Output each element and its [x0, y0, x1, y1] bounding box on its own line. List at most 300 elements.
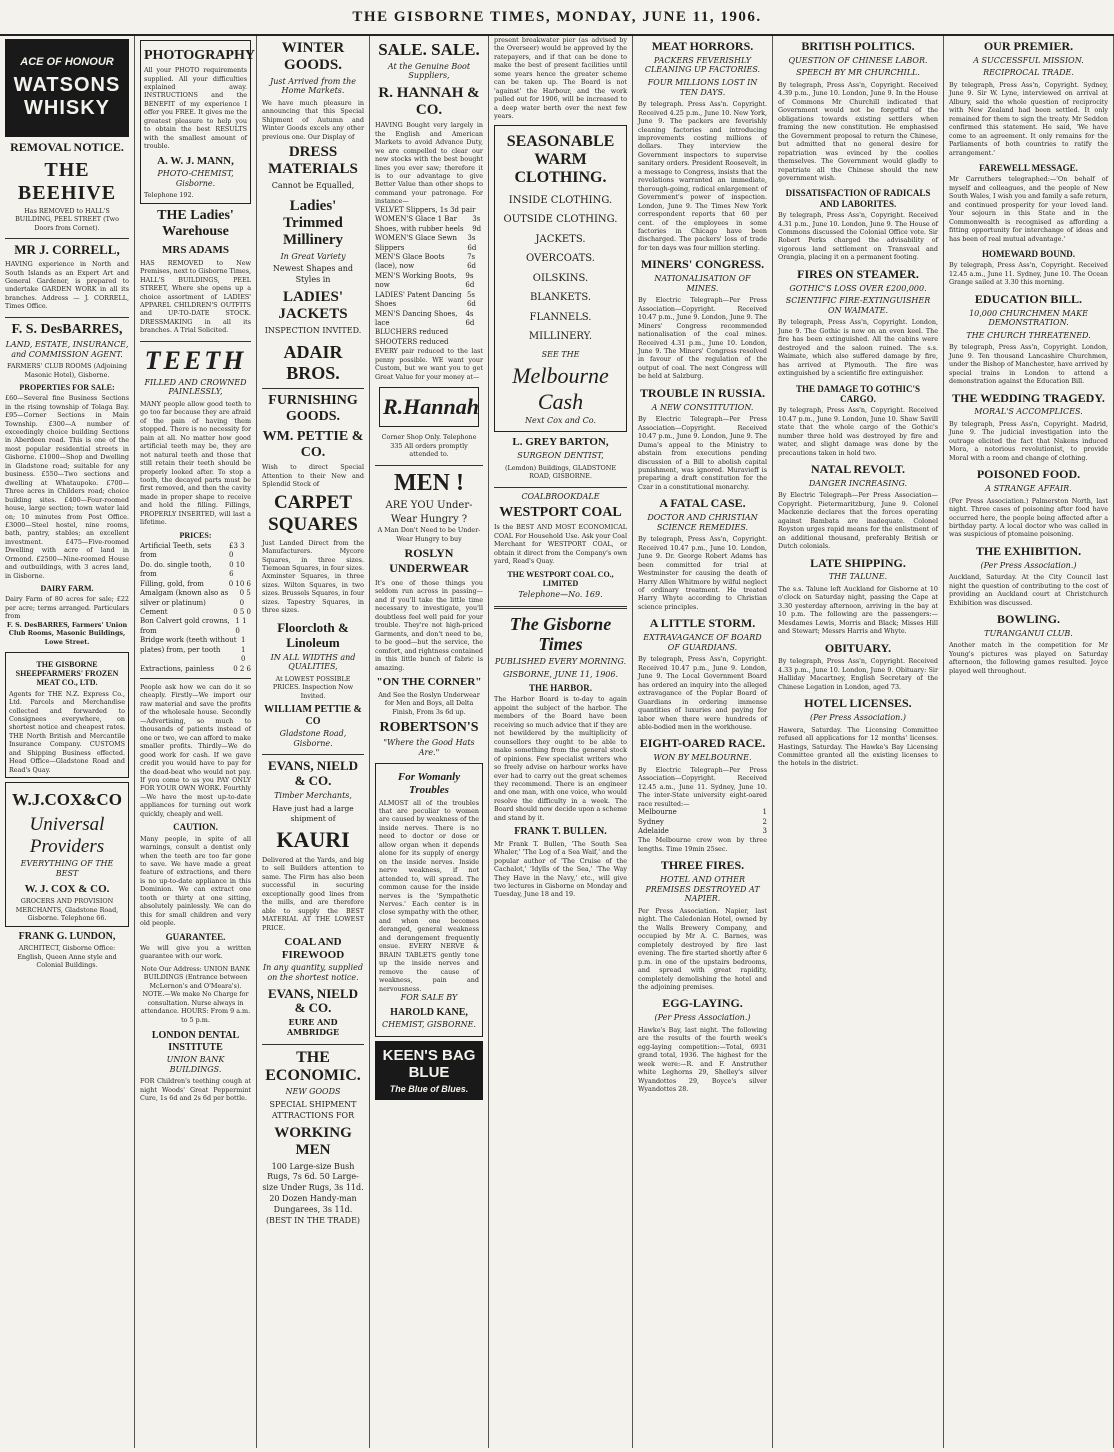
- boot-price-row: [375, 338, 483, 347]
- millinery-text: Newest Shapes and Styles in: [272, 264, 354, 284]
- womanly-heading: For Womanly Troubles: [397, 771, 461, 796]
- dental-price-row: [140, 617, 251, 636]
- boot-price-row-label: MEN'S Glace Boots (lace), now: [375, 252, 445, 271]
- poison-sub: A STRANGE AFFAIR.: [985, 484, 1072, 494]
- storm-text: By telegraph, Press Ass'n, Copyright. Received 10.47 p.m., June 9. London, June 9. The Local Government Board has ordered an inquiry into the alleged extravagance of the Poplar Board of Guardians in ordering immense quantities of luxuries and paying for labor when there were hundreds of able-bodied men in the workhouse.: [638, 655, 767, 731]
- race-heading: EIGHT-OARED RACE.: [639, 736, 766, 751]
- boot-price-row-label: MEN'S Dancing Shoes, lace: [375, 309, 458, 328]
- dental-price-row-value: £3 3 0: [229, 541, 245, 560]
- winter-goods-sub: Just Arrived from the Home Markets.: [270, 76, 356, 96]
- obituary-article: [778, 642, 938, 692]
- homeward-text: By telegraph, Press Ass'n, Copyright. Received 12.45 a.m., June 11. Sydney, June 10. The Ocean Grange sailed at 3.30 this morning.: [949, 261, 1108, 287]
- bowling-text: Another match in the competition for Mr Young's pictures was played on Saturday afternoon, the following games resulted. Joyce played well throughout.: [949, 641, 1108, 675]
- harbour-continuation-text: present breakwater pier (as advised by the Overseer) would be approved by the ratepayers, and if that can be done to make the best of present facilities until some years hence the greater scheme can be taken up. The Board is not 'against' the Harbour, and the work pulled out for 1906, will be increased to a deep water berth over the next few years.: [494, 36, 627, 121]
- corner-text: And See the Roslyn Underwear for Men and Boys, all Delta Finish, From 3s 6d up.: [378, 690, 480, 716]
- winter-goods-text: We have much pleasure in announcing that this Special Shipment of Autumn and Winter Goods excels any other previous one. Our Display of: [262, 98, 364, 141]
- dress-materials: DRESS MATERIALS: [268, 143, 358, 177]
- millinery-heading: Ladies' Trimmed Millinery: [283, 197, 343, 249]
- desbarres-list: £60—Several fine Business Sections in the rising township of Tolaga Bay. £95—Corner Sections in Main Township. £300—A number of exceedingly choice building Sections in Aberdeen road. This is one of the most popular residential streets in Gisborne. £1000—Shop and Dwelling in Gladstone road; suitable for any business. £550—Two sections and dwelling at Whataupoko. £700—Three acres in Childers road; choice building sites. £400—Four-roomed house, large section; town water laid on; 10 minutes from Post Office. £3000—Steel hostel, nine rooms, bath, pantry, stables; an excellent investment. £475—Five-roomed Dwelling with acre of land in Ormond. £2500—Nine-roomed House and outbuildings, with 3 acres land, in Gisborne.: [5, 394, 129, 580]
- furnishing-text: Wish to direct Special Attention to their New and Splendid Stock of: [262, 463, 364, 489]
- steamer-sub2: SCIENTIFIC FIRE-EXTINGUISHER ON WAIMATE.: [785, 296, 931, 315]
- fires-heading: THREE FIRES.: [660, 858, 745, 873]
- removal-notice: [5, 141, 129, 232]
- dental-price-row-label: Extractions, painless: [140, 664, 215, 673]
- farewell-heading: FAREWELL MESSAGE.: [979, 163, 1078, 174]
- hannah-name: R. HANNAH & CO.: [378, 84, 480, 118]
- cox-name: W. J. COX & CO.: [24, 882, 110, 895]
- storm-heading: A LITTLE STORM.: [649, 616, 756, 631]
- dental-price-row-value: 0 5 0: [233, 607, 251, 616]
- column-3: [257, 36, 370, 1448]
- hotel-sub: (Per Press Association.): [810, 713, 906, 723]
- shipping-article: [778, 557, 938, 636]
- keens-sub: The Blue of Blues.: [389, 1083, 469, 1094]
- seasonable-list: [498, 194, 623, 344]
- race-result-row-label: Sydney: [638, 817, 664, 826]
- correll-text: HAVING experience in North and South Islands as an Expert Art and General Gardener, is prepared to undertake GARDEN WORK in all its branches. Address — J. CORRELL, Times Office.: [5, 260, 129, 311]
- boot-price-row-label: WOMEN'S Glace Sewn Slippers: [375, 234, 458, 252]
- millinery-sub: In Great Variety: [280, 251, 346, 261]
- evans-text: Have just had a large shipment of: [272, 803, 354, 823]
- race-result-row: [638, 818, 767, 827]
- education-article: [949, 293, 1108, 386]
- natal-text: By Electric Telegraph—Per Press Association—Copyright. Pietermaritzburg, June 9. Colonel Mackenzie declares that the forces operating against Bambata are inadequate. Colonel Royston urges rapid means for the enlistment of an additional thousand, preferably British or Dutch colonials.: [778, 491, 938, 551]
- education-sub2: THE CHURCH THREATENED.: [966, 330, 1091, 340]
- bowling-heading: BOWLING.: [996, 612, 1060, 627]
- obituary-heading: OBITUARY.: [824, 640, 892, 655]
- economic-sub: NEW GOODS: [285, 1087, 341, 1097]
- lundon-ad: [5, 931, 129, 970]
- russia-sub: A NEW CONSTITUTION.: [651, 402, 754, 412]
- meat-heading: MEAT HORRORS.: [651, 39, 754, 53]
- steamer-article: [778, 268, 938, 378]
- disaff-heading: DISSATISFACTION OF RADICALS AND LABORITES.: [785, 188, 931, 209]
- boot-price-row: [375, 215, 483, 234]
- teeth-heading: TEETH: [144, 345, 247, 375]
- coal-firewood-sub: In any quantity, supplied on the shortest notice.: [262, 963, 364, 982]
- column-2: [135, 36, 257, 1448]
- desbarres-sign: F. S. DesBARRES, Farmers' Union Club Rooms, Masonic Buildings, Lowe Street.: [6, 620, 128, 646]
- column-5: [489, 36, 633, 1448]
- people-ask-text: People ask how we can do it so cheaply. Firstly—We import our raw material and save the profits of the wholesale house. Secondly—Advertising, so much to thousands of patients instead of one or two, we can afford to make smaller profits. Thirdly—We do good work for cash. If we gave credit you would have to pay for the dead-beat who would not pay. If you come to us you PAY ONLY FOR YOUR OWN WORK. Fourthly—We have the most up-to-date appliances for turning out work quickly, cheaply and well.: [140, 683, 251, 818]
- desbarres-rooms: FARMERS' CLUB ROOMS (Adjoining Masonic Hotel), Gisborne.: [6, 362, 128, 379]
- photography-ad: [140, 40, 255, 204]
- millinery-ad: [262, 198, 364, 337]
- seasonable-see: SEE THE: [541, 349, 580, 359]
- dental-price-row-value: 1 1 0: [240, 636, 246, 664]
- desbarres-list-title: PROPERTIES FOR SALE:: [19, 383, 115, 392]
- economic-ad: [262, 1049, 364, 1227]
- fatal-text: By telegraph, Press Ass'n, Copyright. Received 10.47 p.m., June 10. London, June 9. Dr. George Robert Adams has been committed for trial at Westminster for causing the death of Harry Allen Whitmore by wilful neglect of ordinary treatment. He treated Harry Whyte according to Christian science principles.: [638, 535, 767, 611]
- desbarres-ad: [5, 322, 129, 646]
- economic-heading: THE ECONOMIC.: [265, 1048, 361, 1084]
- cox-title: Universal Providers: [29, 813, 105, 857]
- education-text: By telegraph, Press Ass'n, Copyright. London, June 9. Ten thousand Lancashire Churchmen, under the Bishop of Manchester, have arrived by special trains in London to attend a demonstration against the Education Bill.: [949, 343, 1108, 386]
- boot-price-row: [375, 206, 483, 215]
- sheepfarmers-ad: [5, 652, 129, 778]
- removal-heading: REMOVAL NOTICE.: [10, 140, 124, 154]
- masthead-title: THE GISBORNE TIMES, MONDAY, JUNE 11, 1906.: [352, 8, 762, 25]
- premier-article: [949, 40, 1108, 157]
- boot-price-row-label: BLUCHERS reduced: [375, 328, 449, 337]
- pettie-name: WM. PETTIE & CO.: [262, 429, 364, 461]
- seasonable-item: FLANNELS.: [529, 311, 592, 323]
- column-7: [773, 36, 944, 1448]
- on-the-corner: "ON THE CORNER": [376, 675, 482, 688]
- hannah-sub: Corner Shop Only. Telephone 335 All orders promptly attended to.: [381, 433, 477, 459]
- lci-text: FOR Children's teething cough at night Woods' Great Peppermint Cure, 1s 6d and 2s 6d per bottle.: [140, 1077, 251, 1103]
- mann-name: A. W. J. MANN,: [157, 154, 234, 167]
- miners-text: By Electric Telegraph—Per Press Association—Copyright. Received 10.47 p.m., June 9. London, June 9. The Miners' Congress recommended nationalisation of the coal mines. Received 4.31 p.m., June 10. London, June 9. The Miners' Congress resolved in favour of the regulation of the output of coal. The next Congress will be held at Salzburg.: [638, 296, 767, 381]
- miners-article: [638, 258, 767, 381]
- fires-sub: HOTEL AND OTHER PREMISES DESTROYED AT NAPIER.: [645, 875, 760, 904]
- bowling-sub: TURANGANUI CLUB.: [984, 628, 1073, 638]
- coal-sub: COALBROOKDALE: [521, 491, 600, 501]
- harbor-title: THE HARBOR.: [528, 683, 592, 694]
- lci-heading: LONDON DENTAL INSTITUTE: [151, 1030, 240, 1053]
- photography-heading: PHOTOGRAPHY: [144, 48, 255, 63]
- kauri: KAURI: [276, 827, 350, 852]
- sheepfarmers-heading: THE GISBORNE SHEEPFARMERS' FROZEN MEAT CO., LTD.: [15, 660, 119, 688]
- race-results: [638, 808, 767, 836]
- millinery-after: INSPECTION INVITED.: [264, 325, 362, 335]
- exhibition-text: Auckland, Saturday. At the City Council last night the question of contributing to the cost of providing an Auckland court at Christchurch Exhibition was discussed.: [949, 573, 1108, 607]
- poison-article: [949, 468, 1108, 539]
- fatal-sub: DOCTOR AND CHRISTIAN SCIENCE REMEDIES.: [647, 513, 758, 532]
- dental-price-row: [140, 580, 251, 589]
- men-text: A Man Don't Need to be Under-Wear Hungry to buy: [377, 526, 481, 543]
- cox-sub: EVERYTHING OF THE BEST: [20, 859, 114, 878]
- steamer-text: By telegraph, Press Ass'n, Copyright. London, June 9. The Gothic is now on an even keel. The fire has been extinguished. All the cabins were destroyed and the saloon ruined. The s.s. Waimate, which also suffered damage by fire, has arrived at Plymouth. The fire was extinguished by a scientific fire extinguisher.: [778, 318, 938, 378]
- british-heading: BRITISH POLITICS.: [801, 39, 915, 53]
- robertsons-sub: "Where the Good Hats Are.": [383, 738, 475, 757]
- boot-price-row-label: VELVET Slippers, 1s 3d pair: [375, 205, 476, 214]
- barton-ad: [494, 436, 627, 480]
- boot-price-list: [375, 206, 483, 348]
- disaff-text: By telegraph, Press Ass'n, Copyright. Received 4.31 p.m., June 10. London, June 9. The House of Commons discussed the Colonial Office vote. Sir Robert Perks charged the advisability of vigorous land settlement on Transvaal and Orangia, placing it on a permanent footing.: [778, 211, 938, 262]
- coal-heading: WESTPORT COAL: [499, 505, 622, 521]
- exhibition-heading: THE EXHIBITION.: [975, 543, 1082, 558]
- dental-price-row: [140, 608, 251, 617]
- russia-heading: TROUBLE IN RUSSIA.: [639, 385, 766, 400]
- natal-article: [778, 463, 938, 551]
- boot-price-row: [375, 328, 483, 337]
- dental-price-row-value: 0 10 6: [228, 579, 251, 588]
- poison-heading: POISONED FOOD.: [976, 467, 1081, 482]
- cox-text: GROCERS AND PROVISION MERCHANTS, Gladstone Road, Gisborne. Telephone 66.: [15, 897, 119, 923]
- column-8: [944, 36, 1114, 1448]
- shipping-text: The s.s. Talune left Auckland for Gisborne at 10 o'clock on Saturday night, passing the Cape at 3.30 yesterday afternoon, arriving in the bay at 10 p.m. The following are the passengers:—Mesdames Lewis, Morris and Black; Misses Hill and Stewart; Messrs Harris and Whyte.: [778, 584, 938, 636]
- steamer-heading: FIRES ON STEAMER.: [797, 266, 919, 281]
- roslyn-underwear-ad: [375, 470, 483, 758]
- egg-laying-article: [638, 997, 767, 1093]
- harold-kane: HAROLD KANE,: [390, 1006, 468, 1018]
- race-article: [638, 737, 767, 853]
- miners-sub: NATIONALISATION OF MINES.: [654, 274, 751, 293]
- evans-heading: EVANS, NIELD & CO.: [267, 758, 359, 789]
- floorcloth-ad: [262, 621, 364, 749]
- dental-price-row-label: Bon Calvert gold crowns, from: [140, 617, 230, 635]
- masthead: [0, 0, 1114, 36]
- race-result-row-value: 1: [762, 808, 767, 817]
- premier-sub2: RECIPROCAL TRADE.: [983, 68, 1074, 78]
- gothic-article: [778, 384, 938, 457]
- lundon-text: ARCHITECT, Gisborne Office: English, Queen Anne style and Colonial Buildings.: [17, 944, 117, 969]
- seasonable-item: OVERCOATS.: [526, 253, 595, 265]
- guarantee-text: We will give you a written guarantee with our work.: [140, 943, 251, 961]
- fatal-case-article: [638, 497, 767, 611]
- prices-title: PRICES:: [179, 530, 212, 540]
- poison-text: (Per Press Association.) Palmerston North, last night. Three cases of poisoning after food have occurred here, the people being affected after a birthday party. A local doctor who was called in was suspicious of ptomaine poisoning.: [949, 496, 1108, 539]
- dental-price-row-label: Cement: [140, 607, 168, 616]
- russia-article: [638, 387, 767, 491]
- farewell-article: [949, 163, 1108, 243]
- race-result-row-value: 3: [762, 826, 767, 835]
- fires-text: Per Press Association. Napier, last night. The Caledonian Hotel, owned by the Walls Brewery Company, and occupied by Mr A. C. Barnes, was completely destroyed by fire last evening. The fire started shortly after 6 p.m. in one of the upstairs bedrooms, and spread with great rapidity, completely demolishing the hotel and the adjoining premises.: [638, 906, 767, 991]
- exhibition-sub: (Per Press Association.): [980, 560, 1077, 570]
- mann-sign: PHOTO-CHEMIST, Gisborne.: [157, 169, 234, 188]
- men-heading: MEN !: [394, 469, 464, 496]
- sale-heading: SALE. SALE.: [378, 40, 480, 59]
- miners-heading: MINERS' CONGRESS.: [640, 257, 765, 272]
- wedding-text: By telegraph, Press Ass'n, Copyright. Madrid, June 9. The judicial investigation into the outrage elicited the fact that Nakens induced Mora, a notorious revolutionist, to provide Moral with a room and change of clothing.: [949, 419, 1108, 462]
- natal-sub: DANGER INCREASING.: [808, 478, 908, 488]
- storm-article: [638, 617, 767, 731]
- floorcloth-sub: IN ALL WIDTHS and QUALITIES,: [270, 652, 356, 672]
- dental-price-row: [140, 561, 251, 580]
- steamer-sub: GOTHIC'S LOSS OVER £200,000.: [789, 283, 927, 293]
- dental-price-row-label: Bridge work (teeth without plates) from, per tooth: [140, 636, 237, 654]
- dental-price-row-label: Amalgam (known also as silver or platinum): [140, 589, 229, 607]
- working-men: WORKING MEN: [274, 1124, 352, 1158]
- floorcloth-text: At LOWEST POSSIBLE PRICES. Inspection Now Invited.: [272, 674, 354, 700]
- furnishing-after: Just Landed Direct from the Manufacturers. Mycore Squares, in three sizes. Tiemoan Squares, in four sizes. Axminster Squares, in three sizes. Wilton Squares, in two sizes. Brussels Squares, in four sizes. Tapestry Squares, in three sizes.: [262, 538, 364, 615]
- correll-heading: MR J. CORRELL,: [14, 242, 120, 258]
- dental-price-row-value: 0 10 6: [229, 560, 245, 579]
- seasonable-item: INSIDE CLOTHING.: [508, 194, 613, 206]
- dental-price-list: [140, 542, 251, 674]
- russia-text: By Electric Telegraph—Per Press Association—Copyright. Received 10.47 p.m., June 9. London, June 9. The Duma's appeal to the Ministry to abstain from executions pending discussion of a Bill to abolish capital punishment, was ignored. Muravieff is preparing a draft constitution for the Czar in a constitutional monarchy.: [638, 415, 767, 491]
- boot-price-row-label: SHOOTERS reduced: [375, 337, 449, 346]
- seasonable-item: BLANKETS.: [529, 292, 592, 304]
- boot-price-row-label: MEN'S Working Boots, now: [375, 271, 457, 290]
- boot-price-row-value: 7s 6d: [467, 252, 476, 271]
- address-text: Note Our Address: UNION BANK BUILDINGS (Entrance between McLernon's and O'Meara's). NOTE.—We make No Charge for consultation. Nurse always in attendance. HOURS: From 9 a.m. to 5 p.m.: [140, 964, 251, 1024]
- british-text: By telegraph, Press Ass'n, Copyright. Received 4.39 p.m., June 10. London, June 9. In the House of Commons Mr Churchill indicated that Government would not be forgetful of the obligations towards existing settlers when framing the new constitution. He emphasised the Government proposal to return the Chinese, but admitted that no general desire for repatriation was evinced by the coolies themselves. The Government would gladly to repatriate all the Chinese should the new government wish.: [778, 80, 938, 182]
- men-after: It's one of those things you seldom run across in passing—and if you'll take the little time necessary to investigate, you'll doubtless feel well paid for your trouble. They're not high-priced Garments, and don't need to be, to be good—but the service, the comfort, and rightness contained in this little bunch of fabric is amazing.: [375, 579, 483, 672]
- british-politics-article: [778, 40, 938, 182]
- education-heading: EDUCATION BILL.: [974, 291, 1083, 306]
- winter-goods-ad: [262, 40, 364, 192]
- caution-text: Many people, in spite of all warnings, consult a dentist only when the teeth are too far gone to save. We have made a great feature of extractions, and there is no up-to-date appliance in this Dominion. We can extract one tooth or thirty at one sitting, absolutely painlessly. We can do this for small children and very old people.: [140, 834, 251, 928]
- barton-sub: SURGEON DENTIST,: [517, 451, 604, 461]
- correll-ad: [5, 243, 129, 311]
- ladies-jackets: LADIES' JACKETS: [278, 288, 348, 322]
- furnishing-heading: FURNISHING GOODS.: [268, 392, 358, 424]
- gothic-text: By telegraph, Press Ass'n, Copyright. Received 10.47 p.m., June 9. London, June 10. Shaw Savill state that the whole cargo of the Gothic's number three hold was destroyed by fire and water, and slight damage was done by the precautions taken in hold two.: [778, 406, 938, 457]
- coal-firewood-heading: COAL AND FIREWOOD: [281, 936, 345, 961]
- economic-after: 100 Large-size Bush Rugs, 7s 6d. 50 Large-size Under Rugs, 3s 11d. 20 Dozen Handy-man Dungarees, 3s 11d. (BEST IN THE TRADE): [262, 1161, 364, 1225]
- fires-article: [638, 859, 767, 991]
- bullen-heading: FRANK T. BULLEN.: [514, 826, 607, 838]
- boot-price-row: [375, 272, 483, 291]
- dental-price-row-value: 0 5 0: [239, 589, 251, 607]
- race-result-row: [638, 808, 767, 817]
- men-sub: ARE YOU Under-Wear Hungry ?: [385, 500, 473, 525]
- british-sub: QUESTION OF CHINESE LABOR.: [788, 55, 928, 65]
- womanly-troubles-ad: [375, 763, 483, 1036]
- boot-price-row-value: 4s 6d: [465, 309, 475, 328]
- dairy-heading: DAIRY FARM.: [40, 584, 94, 594]
- seasonable-item: JACKETS.: [535, 233, 586, 245]
- keens-heading: KEEN'S BAG BLUE: [382, 1046, 476, 1081]
- sale-text: HAVING Bought very largely in the English and American Markets to avoid Advance Duty, we are compelled to clear our new stocks with the best bought lines you ever saw; therefore it is to our advantage to give Better Value than other shops to command your patronage. For instance—: [375, 121, 483, 206]
- watsons-banner-text: WATSONS WHISKY: [13, 74, 121, 119]
- boot-price-row: [375, 291, 483, 310]
- teeth-ad: [140, 346, 251, 1103]
- coal-text: Is the BEST AND MOST ECONOMICAL COAL For Household Use. Ask your Coal Merchant for WESTPORT COAL, or obtain it direct from the Company's own yard, Read's Quay.: [494, 523, 627, 566]
- race-result-row-value: 2: [762, 817, 767, 826]
- guarantee-heading: GUARANTEE.: [165, 931, 226, 942]
- seasonable-ad: [494, 125, 627, 433]
- sale-sub: At the Genuine Boot Suppliers,: [387, 61, 471, 81]
- times-date: GISBORNE, JUNE 11, 1906.: [502, 669, 619, 679]
- dental-price-row-value: 1 1 0: [235, 617, 247, 635]
- race-sub: WON BY MELBOURNE.: [653, 753, 752, 763]
- boot-price-row-value: 5s 6d: [466, 290, 476, 309]
- ladies-warehouse-text: HAS REMOVED to New Premises, next to Gisborne Times, HALL'S BUILDINGS, PEEL STREET, Where she opens up a choice assortment of LADIES' APPAREL CHILDREN'S OUTFITS and UP-TO-DATE STOCK. DRESSMAKING in all its branches. A Trial Solicited.: [140, 258, 252, 335]
- kane-sign: CHEMIST, GISBORNE.: [381, 1020, 477, 1030]
- column-1: [0, 36, 135, 1448]
- winter-goods-after: Cannot be Equalled,: [271, 180, 355, 190]
- ladies-warehouse-ad: [140, 208, 251, 335]
- dental-price-row-label: Artificial Teeth, sets from: [140, 541, 212, 560]
- boot-sale-ad: [375, 40, 483, 459]
- coal-sign: THE WESTPORT COAL CO., LIMITED: [507, 569, 614, 588]
- farewell-text: Mr Carruthers telegraphed:—'On behalf of myself and colleagues, and the people of New South Wales, I wish you and family a safe return, and continued prosperity for your loved land. Your sojourn in this State and in the Commonwealth is recognised as affording a fitting opportunity for interchange of ideas and has been of real mutual advantage.': [949, 175, 1108, 243]
- desbarres-heading: F. S. DesBARRES,: [11, 321, 123, 337]
- boot-price-row-value: 3s 6d: [467, 234, 477, 252]
- floorcloth-sign-sub: Gladstone Road, Gisborne.: [279, 729, 347, 748]
- evans-nield-ad: [262, 759, 364, 1037]
- ladies-warehouse-heading: THE Ladies' Warehouse: [157, 207, 234, 239]
- wedding-sub: MORAL'S ACCOMPLICES.: [974, 407, 1083, 417]
- dissatisfaction-article: [778, 188, 938, 261]
- dental-price-row-label: Do. do. single tooth, from: [140, 560, 212, 579]
- winter-goods-heading: WINTER GOODS.: [281, 40, 345, 74]
- bullen-text: Mr Frank T. Bullen, 'The South Sea Whaler,' 'The Log of a Sea Waif,' and the popular author of 'The Cruise of the Cachalot,' 'Idylls of the Sea,' 'The Way They Have in the Navy,' etc., will give two lectures in Gisborne on Monday and Tuesday, June 18 and 19.: [494, 839, 627, 899]
- wedding-article: [949, 392, 1108, 463]
- premier-sub: A SUCCESSFUL MISSION.: [973, 55, 1084, 65]
- watsons-whisky-ad: [5, 39, 129, 137]
- wedding-heading: THE WEDDING TRAGEDY.: [952, 390, 1105, 405]
- evans-after: Delivered at the Yards, and big to sell Builders attention to same. The Firm has also been successful in securing exceptionally good lines from the mills, and are therefore able to supply the BEST MATERIAL AT THE LOWEST PRICE.: [262, 856, 364, 932]
- eggs-text: Hawke's Bay, last night. The following are the results of the fourth week's egg-laying competition:—Total, 6931 grand total, 1936. The highest for the week were:—R. and F. Anstruther white Leghorns 29, Shelley's silver Wyandottes 29, Boyce's silver Wyandottes 28.: [638, 1025, 767, 1093]
- boot-price-row: [375, 310, 483, 329]
- cox-heading: W.J.COX&CO: [12, 790, 122, 810]
- desbarres-sub: LAND, ESTATE, INSURANCE, and COMMISSION AGENT.: [5, 339, 129, 359]
- dental-price-row-label: Filling, gold, from: [140, 579, 204, 588]
- race-after: The Melbourne crew won by three lengths. Time 19min 25sec.: [638, 836, 767, 853]
- meat-sub: PACKERS FEVERISHLY CLEANING UP FACTORIES.: [644, 55, 761, 75]
- premier-heading: OUR PREMIER.: [983, 39, 1074, 53]
- british-sub2: SPEECH BY MR CHURCHILL.: [796, 68, 920, 78]
- hotel-text: Hawera, Saturday. The Licensing Committee refused all applications for 12 months' licenses. Hastings, Saturday. The Hawke's Bay Licensing Committee granted all the existing licenses to the hotels in the district.: [778, 725, 938, 768]
- shipping-heading: LATE SHIPPING.: [810, 555, 906, 570]
- boot-price-row-label: WOMEN'S Glace 1 Bar Shoes, with rubber heels: [375, 215, 464, 233]
- caution-heading: CAUTION.: [173, 822, 218, 833]
- dental-price-row-value: 0 2 6: [233, 664, 251, 673]
- boot-price-row: [375, 234, 483, 253]
- teeth-text: MANY people allow good teeth to go too far because they are afraid of the pain of having them stopped. There is no necessity for pain at all. No matter how good artificial teeth may be, they are not natural teeth and those that still retain their teeth should be properly looked after. To stop a tooth, the decayed parts must be first removed, and then the cavity made in proper shape to receive and hold the filling. Fillings, PROPERLY INSERTED, will last a lifetime.: [140, 399, 251, 527]
- carpet-squares: CARPET SQUARES: [268, 491, 358, 535]
- dental-price-row: [140, 589, 251, 608]
- hannah-logo: R.Hannah: [379, 387, 479, 427]
- dental-price-row: [140, 542, 251, 561]
- boot-price-row-value: 9s 6d: [465, 271, 475, 290]
- race-result-row-label: Adelaide: [638, 826, 669, 835]
- homeward-heading: HOMEWARD BOUND.: [981, 249, 1075, 260]
- gothic-heading: THE DAMAGE TO GOTHIC'S CARGO.: [796, 383, 920, 404]
- meat-text: By telegraph. Press Ass'n. Copyright. Received 4.25 p.m., June 10. New York, June 9. The packers are feverishly cleaning factories and introducing improvements costing millions of dollars. They interview the Government inspectors to supervise sanitary orders. President Roosevelt, in a message to Congress, insists that the revelations warranted an immediate, thorough-going, radical enlargement of Government's power of inspection. London, June 9. The Times New York correspondent reports that 60 per cent. of the employees in some factories in Chicago have been discharged. The packers' loss of trade for ten days was four million sterling.: [638, 100, 767, 252]
- dairy-text: Dairy Farm of 80 acres for sale; £22 per acre; terms arranged. Particulars from: [5, 595, 129, 621]
- evans-sub-2: EURE AND AMBRIDGE: [286, 1017, 340, 1038]
- race-result-row: [638, 827, 767, 836]
- westport-coal-ad: [494, 492, 627, 600]
- womanly-sub: FOR SALE BY: [400, 992, 458, 1002]
- times-heading: The Gisborne Times: [509, 613, 612, 655]
- seasonable-item: MILLINERY.: [528, 331, 593, 343]
- ace-of-honour-text: ACE OF HONOUR: [20, 56, 114, 68]
- boot-price-row-label: LADIES' Patent Dancing Shoes: [375, 290, 462, 309]
- storm-sub: EXTRAVAGANCE OF BOARD OF GUARDIANS.: [643, 633, 762, 652]
- robertsons-name: ROBERTSON'S: [379, 719, 479, 735]
- melbourne-sub: Next Cox and Co.: [525, 415, 596, 425]
- race-text: By Electric Telegraph—Per Press Association—Copyright. Received 12.45 a.m., June 11. Sydney, June 10. The inter-State university eight-oared race resulted:—: [638, 765, 767, 808]
- lundon-heading: FRANK G. LUNDON,: [18, 930, 116, 942]
- adair-bros: ADAIR BROS.: [283, 342, 343, 384]
- premier-text: By telegraph, Press Ass'n, Copyright. Sydney, June 9. Sir W. Lyne, interviewed on arrival at Albury, said the whole question of reciprocity with New Zealand had been settled. It only remained for them to sign the treaty. Mr Seddon confirmed this statement. He said, 'We have come to an agreement. It only remains for the Parliaments of both countries to ratify the arrangement.': [949, 80, 1108, 157]
- evans-heading-2: EVANS, NIELD & CO.: [267, 985, 359, 1016]
- harbor-text: The Harbor Board is to-day to again appoint the subject of the harbor. The members of the Board have been receiving so much advice that if they are not bewildered by the multiplicity of counsellors they ought to be able to make something from the general stock of opinions. Few specialist writers who so freely advise on harbour works have ever had to carry out the great schemes they recommend. There is an engineer and one man, with one voice, who would resolve the difficulty in a week. The Board should now decide upon a scheme and stand by it.: [494, 695, 627, 822]
- mann-tel: Telephone 192.: [144, 191, 194, 200]
- teeth-sub: FILLED AND CROWNED PAINLESSLY,: [144, 377, 247, 397]
- mrs-adams: MRS ADAMS: [162, 244, 229, 257]
- bowling-article: [949, 613, 1108, 675]
- seasonable-item: OILSKINS.: [532, 272, 589, 284]
- barton-text: (Lemdon) Buildings, GLADSTONE ROAD, GISBORNE.: [505, 463, 616, 481]
- seasonable-item: OUTSIDE CLOTHING.: [503, 214, 618, 226]
- exhibition-article: [949, 545, 1108, 607]
- eggs-heading: EGG-LAYING.: [662, 996, 743, 1011]
- column-6: [633, 36, 773, 1448]
- cox-ad: [5, 782, 129, 926]
- natal-heading: NATAL REVOLT.: [810, 461, 905, 476]
- homeward-article: [949, 249, 1108, 287]
- coal-tel: Telephone—No. 169.: [518, 589, 603, 599]
- sheepfarmers-text: Agents for THE N.Z. Express Co., Ltd. Parcels and Merchandise collected and forwarded to Consignees everywhere, on shortest notice and cheapest rates. THE North British and Mercantile Insurance Company. CUSTOMS and Shipping Business effected. Head Office—Gladstone Road and Read's Quay.: [9, 689, 125, 774]
- shipping-sub: THE TALUNE.: [828, 572, 888, 582]
- beehive-title: THE BEEHIVE: [17, 158, 117, 204]
- boot-price-row: [375, 253, 483, 272]
- floorcloth-heading: Floorcloth & Linoleum: [277, 619, 349, 650]
- column-4: [370, 36, 489, 1448]
- education-sub: 10,000 CHURCHMEN MAKE DEMONSTRATION.: [969, 308, 1088, 328]
- roslyn-underwear: ROSLYN UNDERWEAR: [389, 546, 469, 575]
- dental-price-row: [140, 636, 251, 664]
- meat-sub2: FOUR MILLIONS LOST IN TEN DAYS.: [647, 77, 758, 97]
- fatal-heading: A FATAL CASE.: [659, 496, 746, 511]
